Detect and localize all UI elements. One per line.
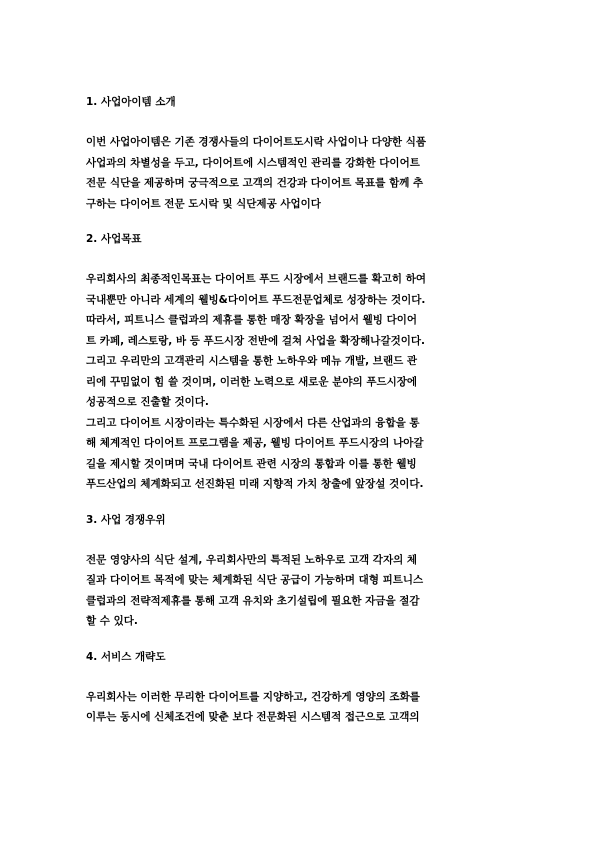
text-line: 질과 다이어트 목적에 맞는 체계화된 식단 공급이 가능하며 대형 피트니스	[86, 574, 424, 586]
section-paragraph	[86, 687, 511, 728]
text-line: 이번 사업아이템은 기존 경쟁사들의 다이어트도시락 사업이나 다양한 식품	[86, 136, 427, 148]
text-line: 전문 식단을 제공하며 궁극적으로 고객의 건강과 다이어트 목표를 함께 추	[86, 177, 424, 189]
section-heading: 1. 사업아이템 소개	[86, 96, 176, 108]
text-line: 국내뿐만 아니라 세계의 웰빙&다이어트 푸드전문업체로 성장하는 것이다.	[86, 293, 426, 306]
text-line: 그리고 다이어트 시장이라는 특수화된 시장에서 다른 산업과의 융합을 통	[86, 416, 420, 429]
section-paragraph	[86, 550, 511, 632]
text-line: 그리고 우리만의 고객관리 시스템을 통한 노하우와 메뉴 개발, 브랜드 관	[86, 355, 418, 367]
text-line: 클럽과의 전략적제휴를 통해 고객 유치와 초기설립에 필요한 자금을 절감	[86, 594, 420, 607]
text-line: 트 카페, 레스토랑, 바 등 푸드시장 전반에 걸쳐 사업을 확장해나갈것이다.	[86, 334, 426, 347]
text-line: 해 체계적인 다이어트 프로그램을 제공, 웰빙 다이어트 푸드시장의 나아갈	[86, 437, 424, 449]
text-line: 할 수 있다.	[86, 615, 138, 627]
text-line: 우리회사의 최종적인목표는 다이어트 푸드 시장에서 브랜드를 확고히 하여	[86, 273, 427, 285]
document-body	[86, 94, 511, 728]
section-heading: 4. 서비스 개략도	[86, 650, 166, 663]
section-heading: 2. 사업목표	[86, 233, 142, 245]
text-line: 길을 제시할 것이며며 국내 다이어트 관련 시장의 통합과 이를 통한 웰빙	[86, 457, 417, 470]
section-heading: 3. 사업 경쟁우위	[86, 513, 166, 526]
section-paragraph	[86, 269, 511, 495]
text-line: 사업과의 차별성을 두고, 다이어트에 시스템적인 관리를 강화한 다이어트	[86, 156, 420, 169]
text-line: 리에 꾸밈없이 힘 쓸 것이며, 이러한 노력으로 새로운 분야의 푸드시장에	[86, 375, 418, 388]
text-line: 구하는 다이어트 전문 도시락 및 식단제공 사업이다	[86, 197, 321, 210]
text-line: 전문 영양사의 식단 설계, 우리회사만의 특적된 노하우로 고객 각자의 체	[86, 553, 418, 566]
text-line: 따라서, 피트니스 클럽과의 제휴를 통한 매장 확장을 넘어서 웰빙 다이어	[86, 314, 418, 326]
text-line: 성공적으로 진출할 것이다.	[86, 396, 209, 408]
section-paragraph	[86, 132, 511, 214]
text-line: 우리회사는 이러한 무리한 다이어트를 지양하고, 건강하게 영양의 조화를	[86, 690, 420, 703]
text-line: 이루는 동시에 신체조건에 맞춘 보다 전문화된 시스템적 접근으로 고객의	[86, 711, 420, 723]
text-line: 푸드산업의 체계화되고 선진화된 미래 지향적 가치 창출에 앞장설 것이다.	[86, 478, 424, 490]
